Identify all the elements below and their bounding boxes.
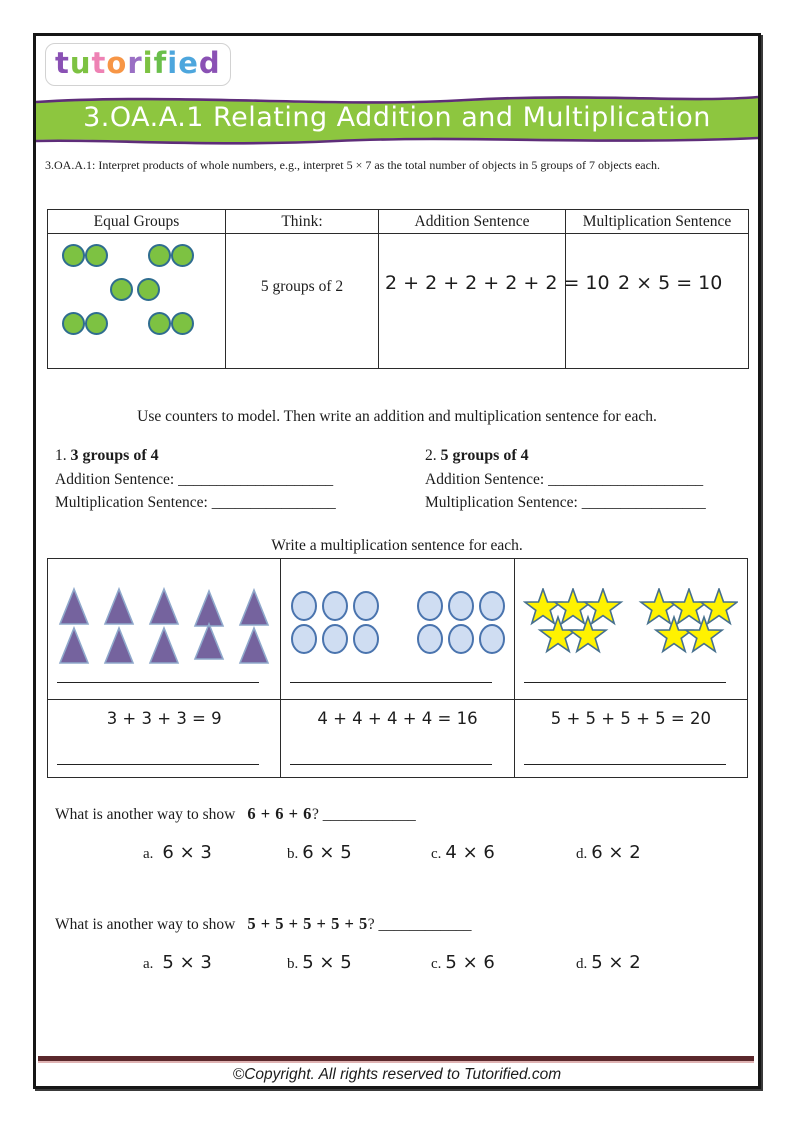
multiplication-blank: ________________ — [211, 494, 336, 511]
answer-line — [57, 682, 259, 683]
logo-letter: t — [91, 46, 107, 80]
question-1-expression: 6 + 6 + 6 — [247, 804, 312, 823]
problem-2 — [425, 444, 785, 515]
counter-circle — [110, 278, 133, 301]
problem-1-addition — [55, 468, 415, 492]
copyright-text: ©Copyright. All rights reserved to Tutorified.com — [232, 1066, 562, 1083]
option-value: 6 × 3 — [162, 842, 212, 863]
answer-line — [290, 764, 492, 765]
answer-line — [524, 764, 726, 765]
equation: 4 + 4 + 4 + 4 = 16 — [317, 709, 478, 728]
stars-cell — [514, 559, 747, 700]
option-value: 4 × 6 — [445, 842, 495, 863]
equation: 5 + 5 + 5 + 5 = 20 — [550, 709, 711, 728]
footer-divider-accent — [38, 1061, 754, 1063]
multiplication-label: Multiplication Sentence: — [425, 494, 578, 511]
problem-1-multiplication — [55, 491, 415, 515]
oval-shapes — [290, 589, 505, 656]
problem-1-title — [55, 444, 415, 468]
question-1-blank: ? ____________ — [311, 806, 416, 823]
triangles-equation-cell — [48, 700, 281, 778]
logo-letter: i — [142, 46, 154, 80]
stars-equation-cell — [514, 700, 747, 778]
option-d — [576, 842, 641, 863]
think-cell: 5 groups of 2 — [226, 234, 379, 369]
question-2-blank: ? ____________ — [367, 916, 472, 933]
option-value: 6 × 5 — [302, 842, 352, 863]
counter-circle — [171, 244, 194, 267]
addition-label: Addition Sentence: — [55, 470, 175, 488]
counter-circle — [148, 244, 171, 267]
problem-2-number: 2. — [425, 447, 437, 464]
option-b — [287, 952, 352, 973]
answer-line — [290, 682, 492, 683]
option-letter: c. — [431, 956, 442, 972]
logo-letter: o — [106, 46, 128, 80]
option-letter: b. — [287, 846, 299, 862]
option-value: 5 × 6 — [445, 952, 495, 973]
option-letter: d. — [576, 846, 588, 862]
answer-line — [524, 682, 726, 683]
option-letter: a. — [143, 846, 154, 862]
equations-row — [48, 700, 748, 778]
question-1-options — [36, 842, 758, 870]
logo-letter: r — [127, 46, 143, 80]
logo-letter: t — [55, 46, 70, 80]
page-title: 3.OA.A.1 Relating Addition and Multiplication — [83, 102, 711, 133]
option-letter: a. — [143, 956, 154, 972]
logo-letter: f — [153, 46, 168, 80]
multiplication-sentence-cell: 2 × 5 = 10 — [566, 234, 749, 369]
question-2-prompt: What is another way to show — [55, 916, 236, 933]
counter-circle — [62, 244, 85, 267]
question-2 — [55, 914, 472, 934]
triangle-shapes — [58, 585, 270, 665]
multiplication-blank: ________________ — [581, 494, 706, 511]
problem-1 — [55, 444, 415, 515]
counter-circle — [171, 312, 194, 335]
ovals-equation-cell — [281, 700, 514, 778]
logo-letter: u — [69, 46, 92, 80]
option-letter: d. — [576, 956, 588, 972]
option-c — [431, 952, 495, 973]
question-1-prompt: What is another way to show — [55, 806, 236, 823]
problem-2-groups: 5 groups of 4 — [440, 447, 529, 464]
counter-circle — [85, 244, 108, 267]
option-a — [143, 842, 212, 863]
problem-1-groups: 3 groups of 4 — [70, 447, 159, 464]
question-1 — [55, 804, 416, 824]
option-letter: c. — [431, 846, 442, 862]
option-value: 5 × 5 — [302, 952, 352, 973]
header-equal-groups: Equal Groups — [48, 210, 226, 234]
question-2-expression: 5 + 5 + 5 + 5 + 5 — [247, 914, 368, 933]
shapes-table — [47, 558, 748, 778]
option-b — [287, 842, 352, 863]
ovals-cell — [281, 559, 514, 700]
addition-blank: ____________________ — [178, 470, 334, 488]
option-c — [431, 842, 495, 863]
triangles-cell — [48, 559, 281, 700]
counter-circle — [137, 278, 160, 301]
problem-2-addition — [425, 468, 785, 492]
instruction-counters: Use counters to model. Then write an addition and multiplication sentence for each. — [137, 408, 657, 425]
counter-circle — [85, 312, 108, 335]
addition-label: Addition Sentence: — [425, 470, 545, 488]
logo-letter: d — [198, 46, 221, 80]
problem-1-number: 1. — [55, 447, 67, 464]
logo-letter: i — [167, 46, 179, 80]
worksheet-page — [33, 33, 761, 1089]
answer-line — [57, 764, 259, 765]
header-addition-sentence: Addition Sentence — [379, 210, 566, 234]
example-table-row — [48, 234, 749, 369]
logo-letter: e — [178, 46, 199, 80]
option-d — [576, 952, 641, 973]
option-value: 5 × 2 — [591, 952, 641, 973]
equal-groups-cell — [48, 234, 226, 369]
question-2-options — [36, 952, 758, 980]
counter-circle — [148, 312, 171, 335]
star-shapes — [523, 588, 738, 658]
option-value: 6 × 2 — [591, 842, 641, 863]
equation: 3 + 3 + 3 = 9 — [106, 709, 222, 728]
example-table — [47, 209, 749, 369]
tutorified-logo — [45, 43, 231, 86]
multiplication-label: Multiplication Sentence: — [55, 494, 208, 511]
header-think: Think: — [226, 210, 379, 234]
addition-sentence-cell: 2 + 2 + 2 + 2 + 2 = 10 — [379, 234, 566, 369]
addition-blank: ____________________ — [548, 470, 704, 488]
option-a — [143, 952, 212, 973]
problem-2-multiplication — [425, 491, 785, 515]
option-value: 5 × 3 — [162, 952, 212, 973]
instruction-multiplication: Write a multiplication sentence for each. — [271, 537, 523, 554]
problem-2-title — [425, 444, 785, 468]
header-multiplication-sentence: Multiplication Sentence — [566, 210, 749, 234]
standard-description: 3.OA.A.1: Interpret products of whole numbers, e.g., interpret 5 × 7 as the total number of objects in 5 groups of 7 objects each. — [45, 158, 660, 172]
footer-divider-bar — [38, 1056, 754, 1061]
option-letter: b. — [287, 956, 299, 972]
shapes-row — [48, 559, 748, 700]
counter-circle — [62, 312, 85, 335]
example-table-header-row — [48, 210, 749, 234]
